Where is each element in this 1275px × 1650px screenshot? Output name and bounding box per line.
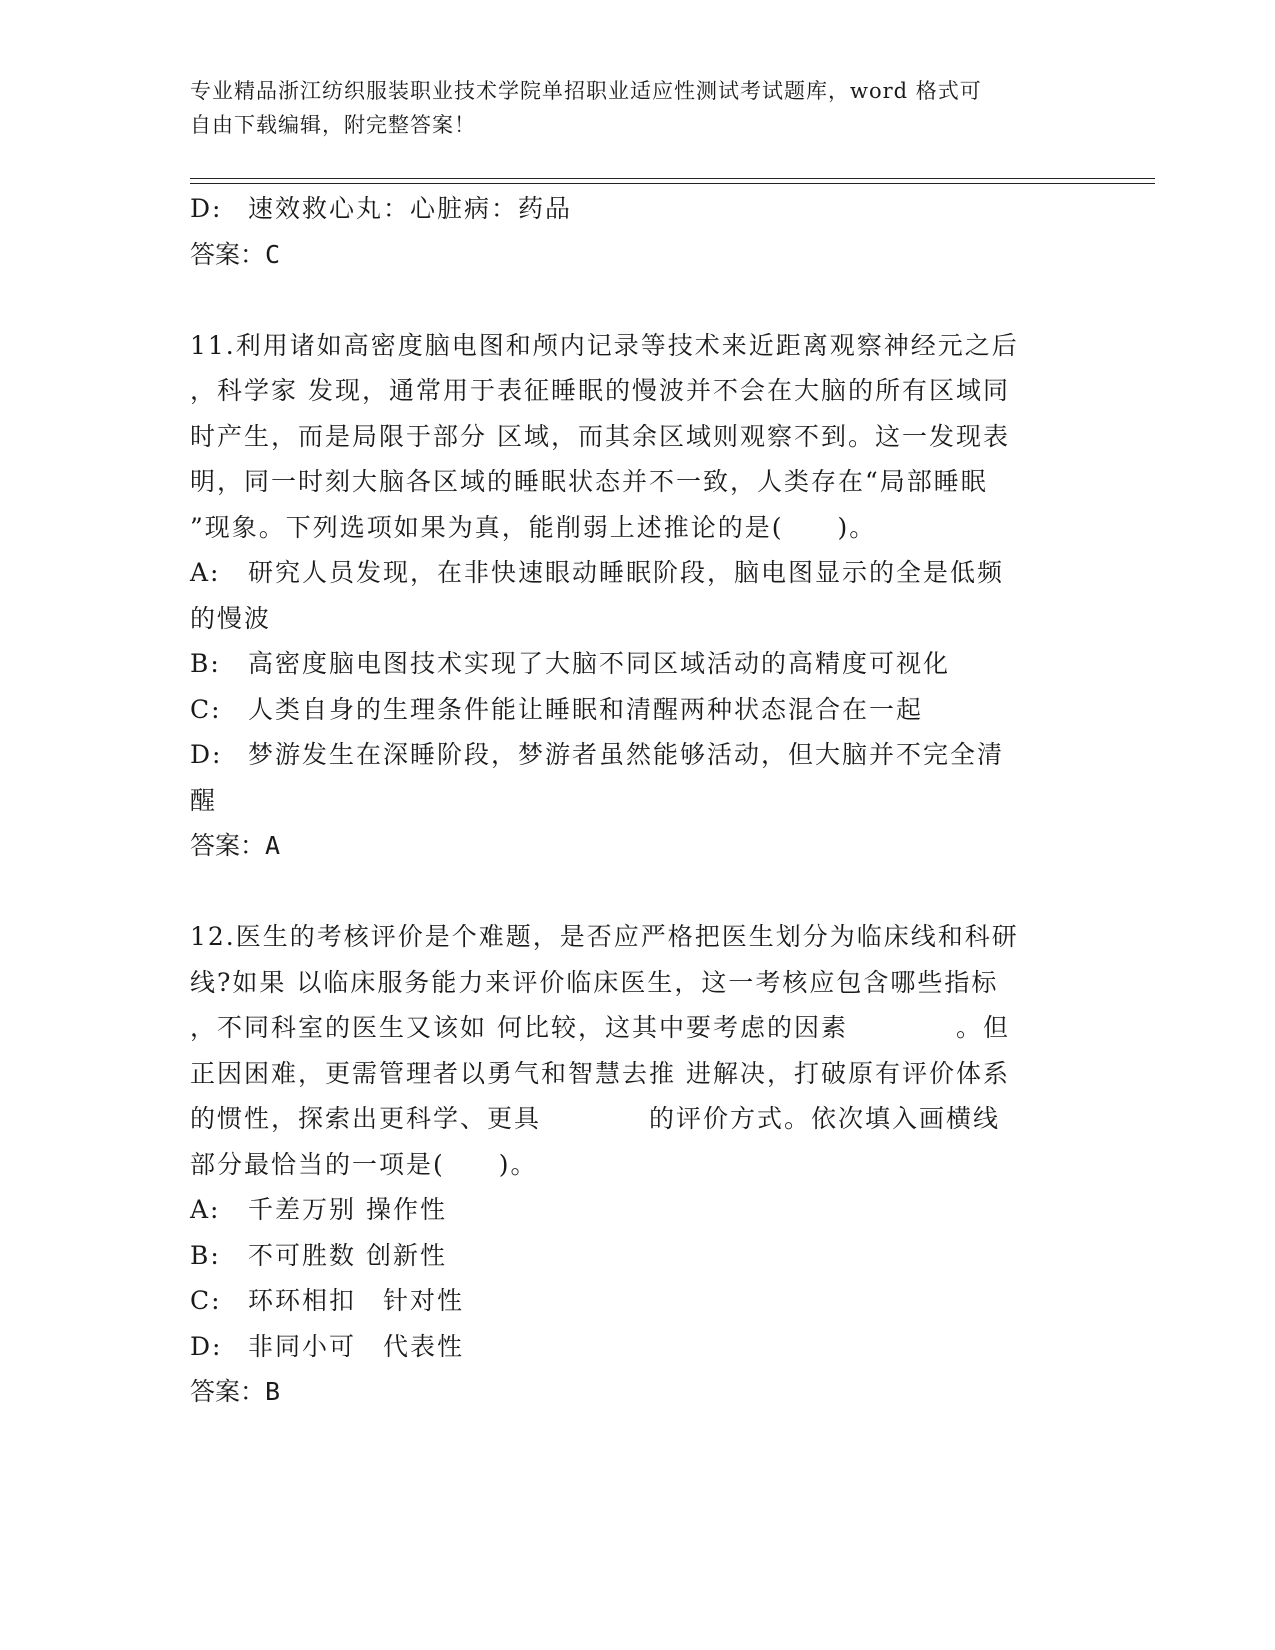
- spacer: [190, 277, 1080, 323]
- header-divider-top: [190, 178, 1155, 179]
- option-letter: B:: [190, 649, 221, 678]
- option-letter: A:: [190, 558, 221, 587]
- spacer: [190, 869, 1080, 915]
- option-letter: D:: [190, 1331, 223, 1361]
- option-text: 人类自身的生理条件能让睡眠和清醒两种状态混合在一起: [248, 694, 924, 724]
- page-header: [190, 74, 1070, 142]
- header-divider-bottom: [190, 183, 1155, 184]
- answer-value: B: [265, 1377, 281, 1406]
- q11-option-c: [190, 687, 1080, 733]
- q12-option-c: [190, 1278, 1080, 1324]
- answer-label: 答案：: [190, 239, 266, 269]
- option-letter: D:: [190, 740, 223, 769]
- q11-option-d: [190, 732, 1080, 778]
- q12-option-a: [190, 1187, 1080, 1233]
- prev-option-d: [190, 186, 1080, 232]
- option-text: 梦游发生在深睡阶段，梦游者虽然能够活动，但大脑并不完全清: [248, 740, 1005, 769]
- q11-answer: [190, 823, 1080, 869]
- answer-label: 答案：: [190, 831, 266, 860]
- q11-option-d-cont: 醒: [190, 785, 218, 815]
- q12-answer: [190, 1369, 1080, 1415]
- option-text: 研究人员发现，在非快速眼动睡眠阶段，脑电图显示的全是低频: [248, 558, 1005, 587]
- q11-option-a-cont: 的慢波: [190, 603, 272, 633]
- option-text: 千差万别 操作性: [248, 1195, 447, 1224]
- q11-stem-line: 11.利用诸如高密度脑电图和颅内记录等技术来近距离观察神经元之后: [190, 330, 1019, 360]
- q12-stem-line: 部分最恰当的一项是( )。: [190, 1149, 538, 1179]
- option-letter: C:: [190, 694, 222, 724]
- q11-option-a: [190, 550, 1080, 596]
- q11-stem-line: ”现象。下列选项如果为真，能削弱上述推论的是( )。: [190, 512, 877, 542]
- prev-answer: [190, 232, 1080, 278]
- option-text: 不可胜数 创新性: [248, 1240, 447, 1270]
- header-line-1: 专业精品浙江纺织服装职业技术学院单招职业适应性测试考试题库，word 格式可: [190, 79, 982, 103]
- q12-option-b: [190, 1233, 1080, 1279]
- option-text: 速效救心丸：心脏病：药品: [248, 194, 573, 223]
- q12-stem-line: 正因困难，更需管理者以勇气和智慧去推 进解决，打破原有评价体系: [190, 1058, 1010, 1088]
- document-body: [190, 186, 1080, 1415]
- q12-stem-line: 线?如果 以临床服务能力来评价临床医生，这一考核应包含哪些指标: [190, 967, 999, 997]
- q12-option-d: [190, 1324, 1080, 1370]
- q12-stem-line: ，不同科室的医生又该如 何比较，这其中要考虑的因素 。但: [190, 1013, 1010, 1042]
- option-letter: A:: [190, 1195, 221, 1224]
- q11-stem-line: 时产生，而是局限于部分 区域，而其余区域则观察不到。这一发现表: [190, 421, 1010, 451]
- option-text: 非同小可 代表性: [248, 1331, 465, 1361]
- option-letter: B:: [190, 1240, 221, 1270]
- option-letter: C:: [190, 1286, 222, 1315]
- q11-option-b: [190, 641, 1080, 687]
- q11-stem-line: ，科学家 发现，通常用于表征睡眠的慢波并不会在大脑的所有区域同: [190, 376, 1010, 405]
- option-text: 环环相扣 针对性: [248, 1286, 465, 1315]
- answer-value: A: [265, 831, 281, 860]
- q12-stem-line: 的惯性，探索出更科学、更具 的评价方式。依次填入画横线: [190, 1104, 1001, 1133]
- header-line-2: 自由下载编辑，附完整答案！: [190, 113, 476, 137]
- option-letter: D:: [190, 194, 223, 223]
- option-text: 高密度脑电图技术实现了大脑不同区域活动的高精度可视化: [248, 649, 951, 678]
- answer-label: 答案：: [190, 1377, 266, 1406]
- q12-stem-line: 12.医生的考核评价是个难题，是否应严格把医生划分为临床线和科研: [190, 922, 1019, 951]
- answer-value: C: [265, 239, 281, 269]
- q11-stem-line: 明，同一时刻大脑各区域的睡眠状态并不一致，人类存在“局部睡眠: [190, 467, 988, 496]
